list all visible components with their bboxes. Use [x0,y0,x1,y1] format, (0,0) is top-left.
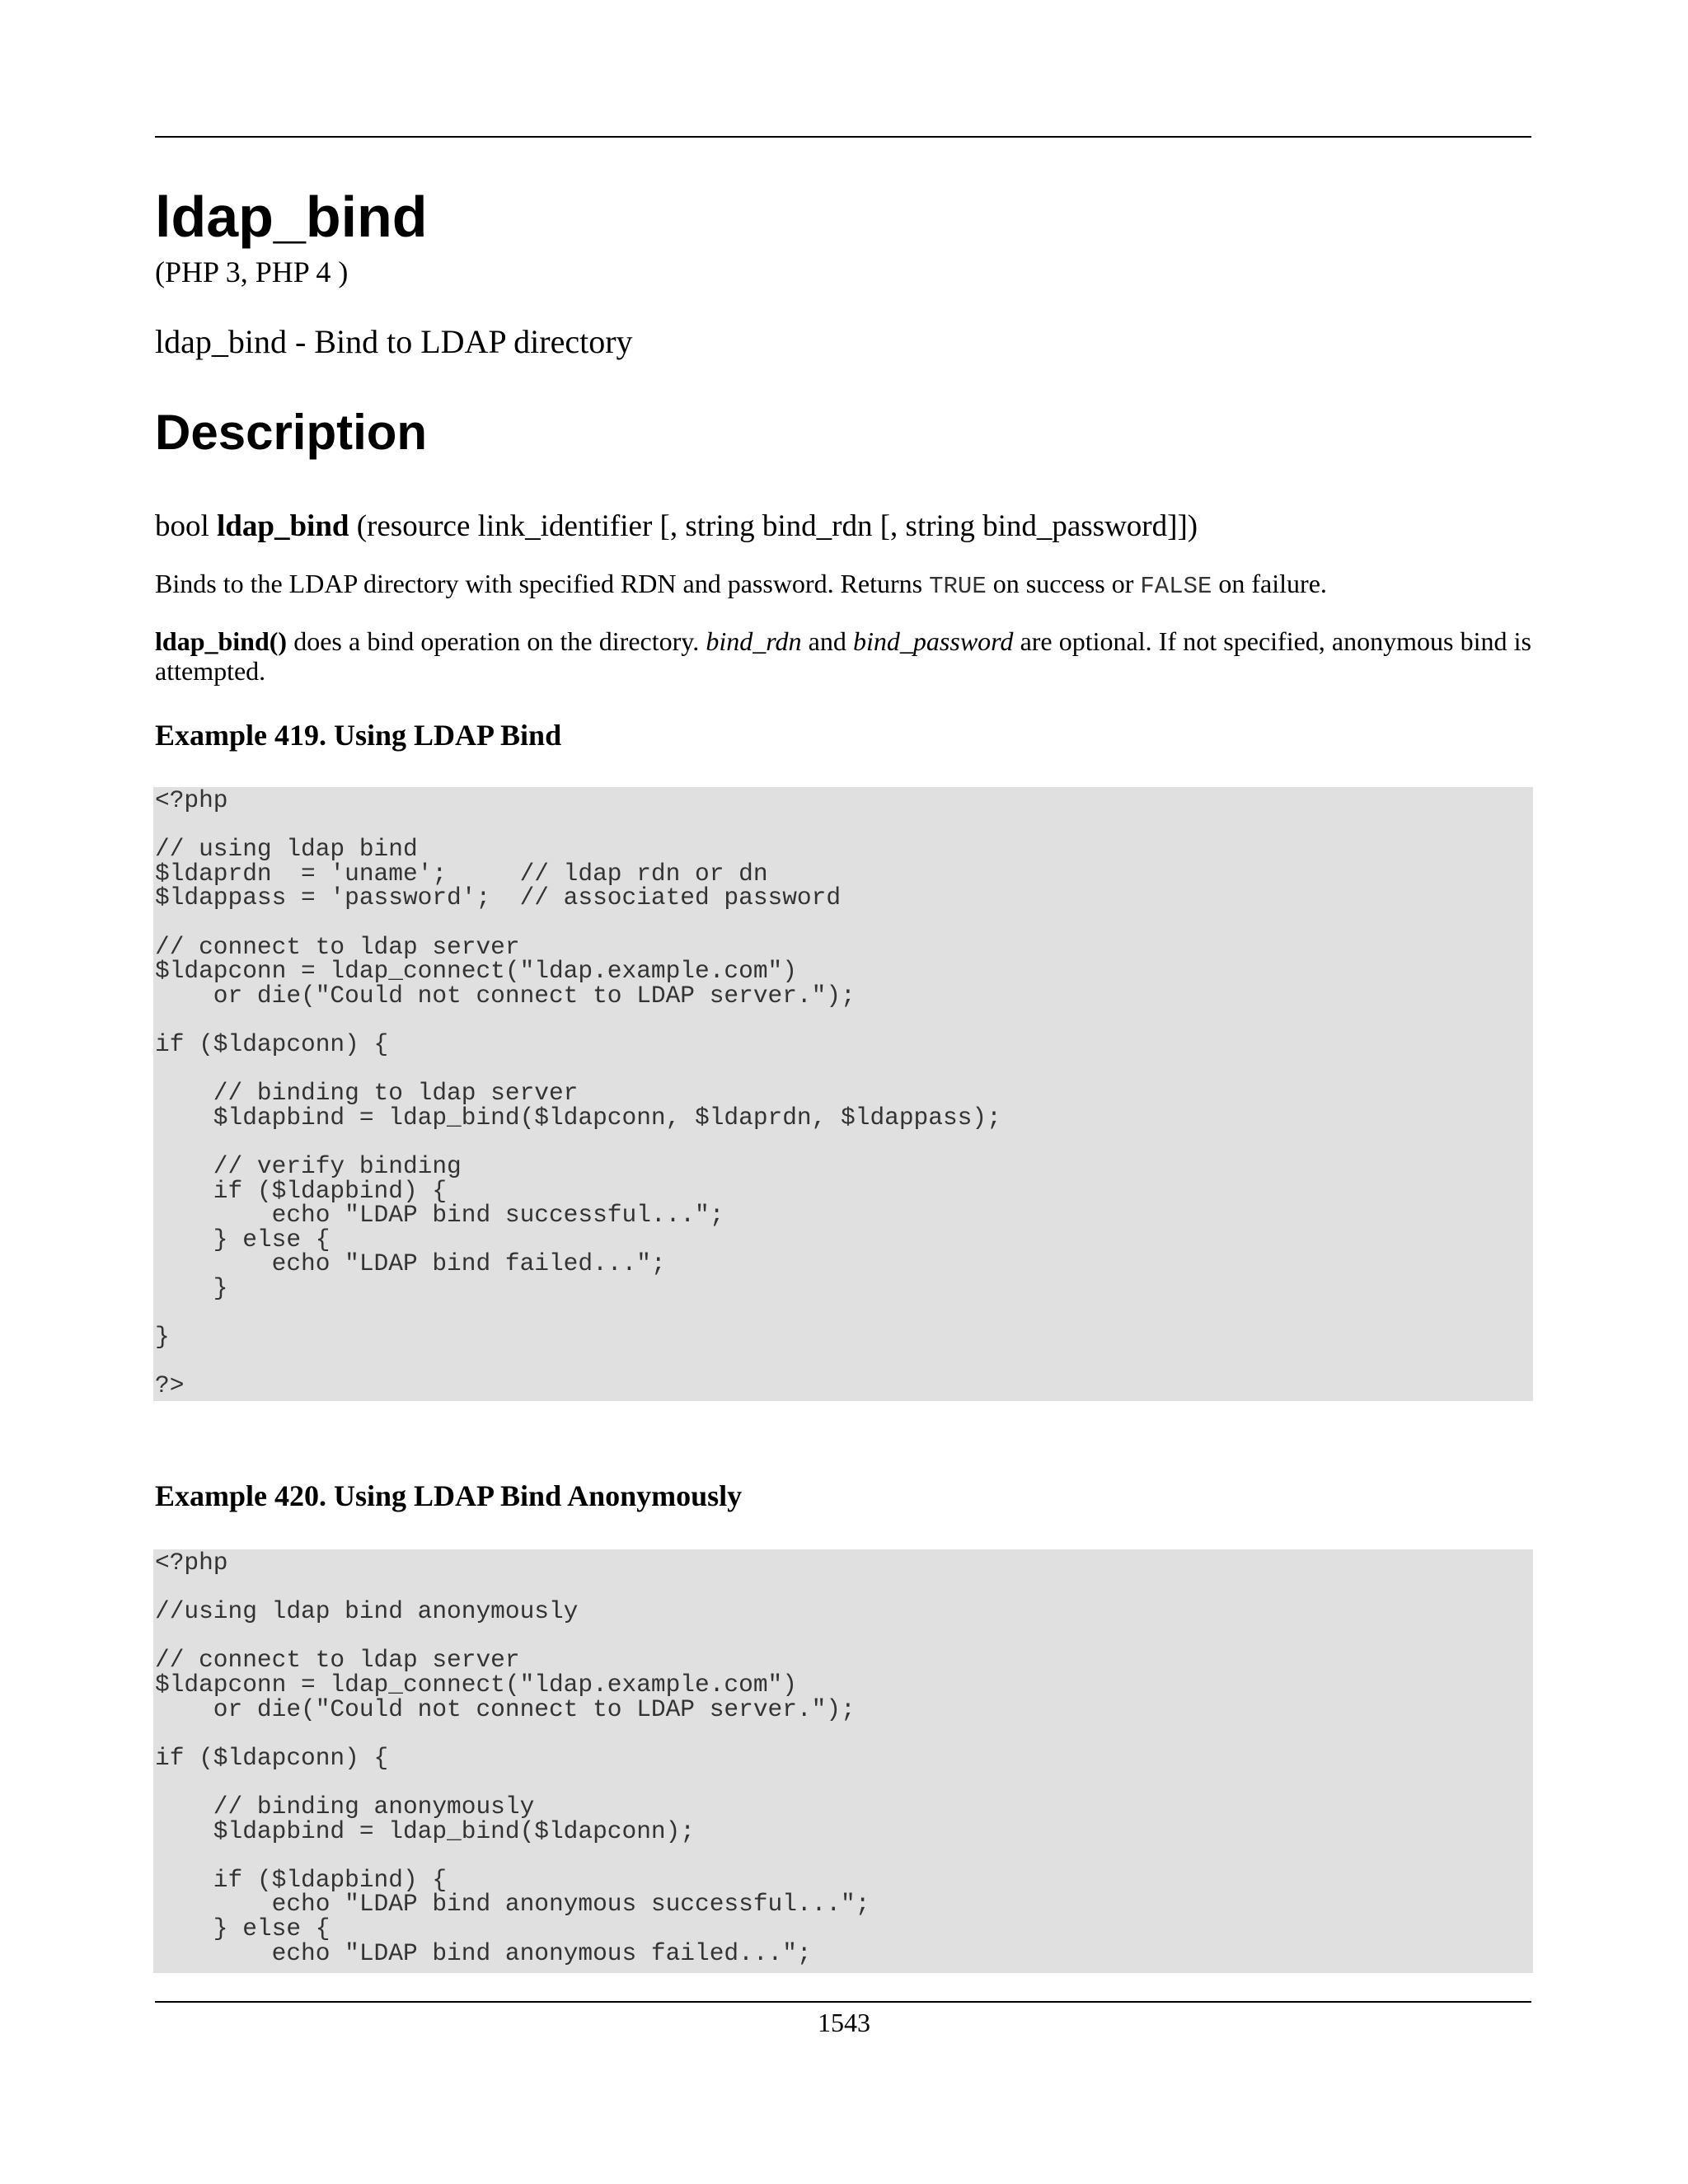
footer-rule [155,2001,1531,2003]
returns-text-1: Binds to the LDAP directory with specified RDN and password. Returns [155,569,930,598]
synopsis-function-name: ldap_bind [217,509,349,543]
description-text-3: are optional. If not specified, anonymous bind is attempted. [155,626,1532,686]
description-paragraph [155,626,1531,686]
section-title-description: Description [155,405,428,460]
description-text-2: and [801,626,854,656]
header-rule [155,136,1531,138]
returns-text-3: on failure. [1212,569,1327,598]
param-bind-rdn: bind_rdn [706,626,802,656]
returns-paragraph [155,569,1531,602]
synopsis-params: (resource link_identifier [, string bind_rdn [, string bind_password]]) [356,509,1198,543]
returns-text-2: on success or [986,569,1141,598]
example-419-code-block [153,787,1533,1401]
example-420-code-block [153,1549,1533,1973]
false-literal: FALSE [1140,573,1212,600]
example-419-code: <?php // using ldap bind $ldaprdn = 'uname'; // ldap rdn or dn $ldappass = 'password'; // associated password // connect to ldap server $ldapconn = ldap_connect("ldap.example.com") or die("Could not connect to LDAP server."); if ($ldapconn) { // binding to ldap server $ldapbind = ldap_bind($ldapconn, $ldaprdn, $ldappass); // verify binding if ($ldapbind) { echo "LDAP bind successful..."; } else { echo "LDAP bind failed..."; } } ?> [155,787,1001,1400]
synopsis-return-type: bool [155,509,209,543]
example-420-code: <?php //using ldap bind anonymously // connect to ldap server $ldapconn = ldap_connect("ldap.example.com") or die("Could not connect to LDAP server."); if ($ldapconn) { // binding anonymously $ldapbind = ldap_bind($ldapconn); if ($ldapbind) { echo "LDAP bind anonymous successful..."; } else { echo "LDAP bind anonymous failed..."; [155,1549,870,1967]
param-bind-password: bind_password [853,626,1014,656]
function-purpose: ldap_bind - Bind to LDAP directory [155,323,633,360]
example-420-title: Example 420. Using LDAP Bind Anonymously [155,1479,743,1512]
php-versions: (PHP 3, PHP 4 ) [155,255,349,288]
function-synopsis [155,511,1198,541]
page-number: 1543 [818,2008,870,2037]
description-text-1: does a bind operation on the directory. [287,626,706,656]
true-literal: TRUE [929,573,987,600]
example-419-title: Example 419. Using LDAP Bind [155,719,562,752]
function-reference: ldap_bind() [155,626,288,656]
page-title: ldap_bind [155,185,428,249]
